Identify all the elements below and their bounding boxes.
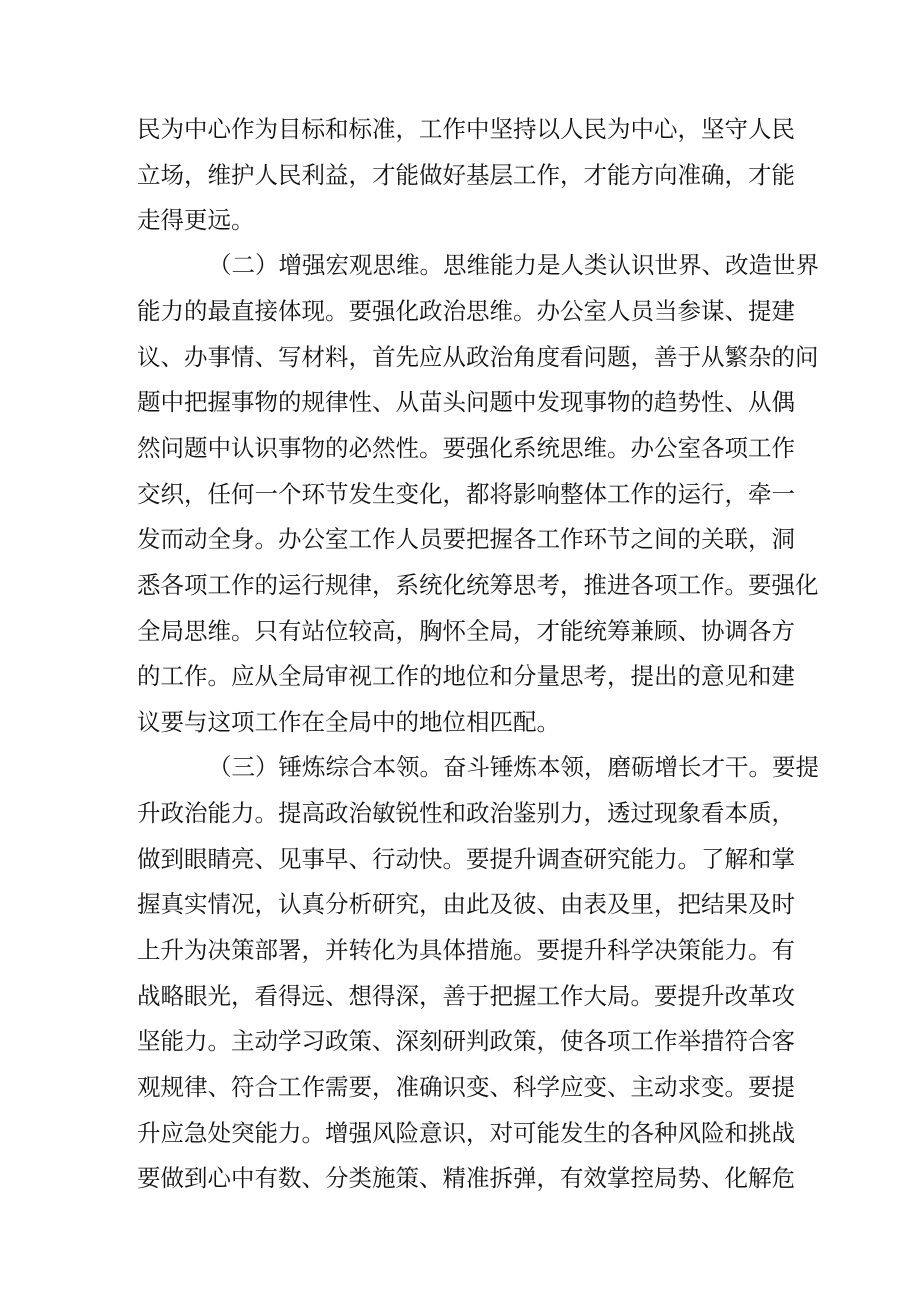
text-line-21: 坚能力。主动学习政策、深刻研判政策，使各项工作举措符合客 xyxy=(137,1027,795,1055)
text-line-7: 题中把握事物的规律性、从苗头问题中发现事物的趋势性、从偶 xyxy=(137,388,795,416)
text-line-20: 战略眼光，看得远、想得深，善于把握工作大局。要提升改革攻 xyxy=(137,982,795,1010)
text-line-10: 发而动全身。办公室工作人员要把握各工作环节之间的关联，洞 xyxy=(137,525,795,553)
text-line-14: 议要与这项工作在全局中的地位相匹配。 xyxy=(137,708,560,736)
text-line-4: （二）增强宏观思维。思维能力是人类认识世界、改造世界 xyxy=(208,251,819,279)
text-line-2: 立场，维护人民利益，才能做好基层工作，才能方向准确，才能 xyxy=(137,161,795,189)
text-line-11: 悉各项工作的运行规律，系统化统筹思考，推进各项工作。要强化 xyxy=(137,571,819,599)
text-line-23: 升应急处突能力。增强风险意识，对可能发生的各种风险和挑战 xyxy=(137,1119,795,1147)
text-line-13: 的工作。应从全局审视工作的地位和分量思考，提出的意见和建 xyxy=(137,662,795,690)
text-line-5: 能力的最直接体现。要强化政治思维。办公室人员当参谋、提建 xyxy=(137,297,795,325)
text-line-3: 走得更远。 xyxy=(137,206,255,234)
text-line-19: 上升为决策部署，并转化为具体措施。要提升科学决策能力。有 xyxy=(137,936,795,964)
text-line-12: 全局思维。只有站位较高，胸怀全局，才能统筹兼顾、协调各方 xyxy=(137,617,795,645)
text-line-22: 观规律、符合工作需要，准确识变、科学应变、主动求变。要提 xyxy=(137,1073,795,1101)
text-line-9: 交织，任何一个环节发生变化，都将影响整体工作的运行，牵一 xyxy=(137,480,795,508)
text-line-1: 民为中心作为目标和标准，工作中坚持以人民为中心，坚守人民 xyxy=(137,115,795,143)
text-line-17: 做到眼睛亮、见事早、行动快。要提升调查研究能力。了解和掌 xyxy=(137,845,795,873)
text-line-15: （三）锤炼综合本领。奋斗锤炼本领，磨砺增长才干。要提 xyxy=(208,753,819,781)
text-line-6: 议、办事情、写材料，首先应从政治角度看问题，善于从繁杂的问 xyxy=(137,343,819,371)
text-line-16: 升政治能力。提高政治敏锐性和政治鉴别力，透过现象看本质， xyxy=(137,799,795,827)
text-line-24: 要做到心中有数、分类施策、精准拆弹，有效掌控局势、化解危 xyxy=(137,1164,795,1192)
text-line-8: 然问题中认识事物的必然性。要强化系统思维。办公室各项工作 xyxy=(137,434,795,462)
text-line-18: 握真实情况，认真分析研究，由此及彼、由表及里，把结果及时 xyxy=(137,890,795,918)
